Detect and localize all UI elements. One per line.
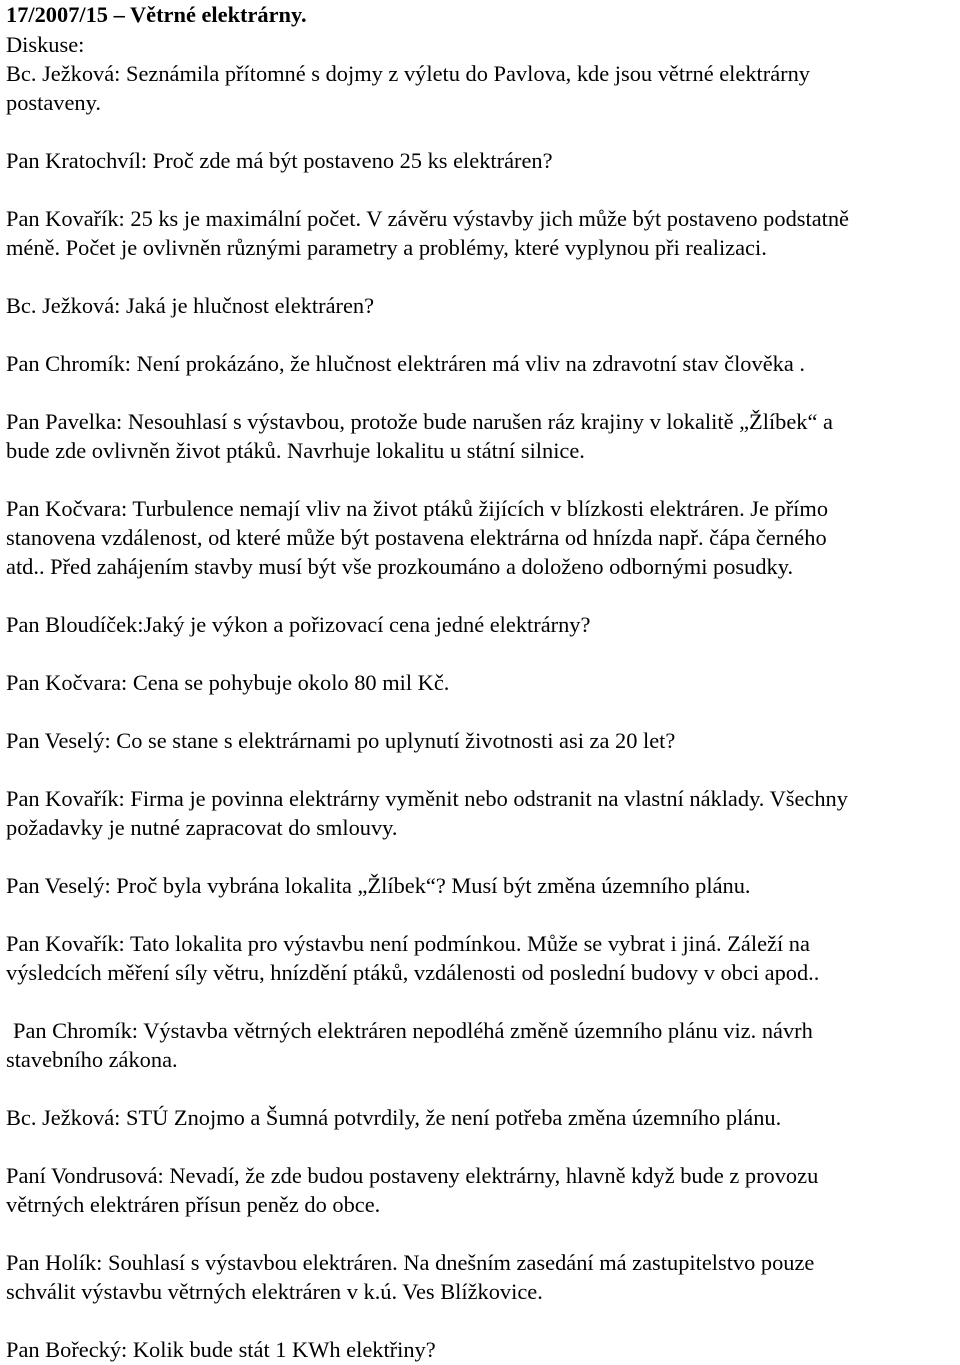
discussion-label: Diskuse:: [6, 32, 85, 57]
paragraph-line: Pan Pavelka: Nesouhlasí s výstavbou, protože bude narušen ráz krajiny v lokalitě „Žlíbek“ a: [6, 409, 833, 434]
paragraph-line: Pan Kovařík: Firma je povinna elektrárny vyměnit nebo odstranit na vlastní náklady. Všechny: [6, 786, 848, 811]
paragraph-line: schválit výstavbu větrných elektráren v k.ú. Ves Blížkovice.: [6, 1279, 543, 1304]
paragraph-line: atd.. Před zahájením stavby musí být vše prozkoumáno a doloženo odbornými posudky.: [6, 554, 794, 579]
paragraph-kovarik-firm: [6, 784, 956, 842]
paragraph-holik: [6, 1248, 956, 1306]
paragraph-kocvara-price: Pan Kočvara: Cena se pohybuje okolo 80 mil Kč.: [6, 670, 450, 695]
paragraph-kovarik-location: [6, 929, 956, 987]
paragraph-line: bude zde ovlivněn život ptáků. Navrhuje lokalitu u státní silnice.: [6, 438, 585, 463]
paragraph-line: Pan Kočvara: Turbulence nemají vliv na život ptáků žijících v blízkosti elektráren. Je přímo: [6, 496, 829, 521]
paragraph-line: postaveny.: [6, 90, 101, 115]
paragraph-line: Pan Chromík: Výstavba větrných elektráren nepodléhá změně územního plánu viz. návrh: [13, 1018, 813, 1043]
paragraph-pavelka: [6, 407, 956, 465]
paragraph-kocvara-turbulence: [6, 494, 956, 581]
paragraph-line: Pan Kovařík: 25 ks je maximální počet. V závěru výstavby jich může být postaveno podstatně: [6, 206, 849, 231]
paragraph-line: větrných elektráren přísun peněz do obce.: [6, 1192, 381, 1217]
paragraph-line: požadavky je nutné zapracovat do smlouvy.: [6, 815, 398, 840]
paragraph-vesely-location: Pan Veselý: Proč byla vybrána lokalita „Žlíbek“? Musí být změna územního plánu.: [6, 873, 751, 898]
paragraph-line: Paní Vondrusová: Nevadí, že zde budou postaveny elektrárny, hlavně když bude z provozu: [6, 1163, 819, 1188]
paragraph-kratochvil-question: Pan Kratochvíl: Proč zde má být postaveno 25 ks elektráren?: [6, 148, 553, 173]
paragraph-bloudicek-question: Pan Bloudíček:Jaký je výkon a pořizovací cena jedné elektrárny?: [6, 612, 591, 637]
paragraph-line: stavebního zákona.: [6, 1047, 178, 1072]
paragraph-vondrusova: [6, 1161, 956, 1219]
paragraph-jezkova-noise-question: Bc. Ježková: Jaká je hlučnost elektráren?: [6, 293, 375, 318]
paragraph-kovarik-answer: [6, 204, 956, 262]
paragraph-line: stanovena vzdálenost, od které může být postavena elektrárna od hnízda např. čápa černého: [6, 525, 827, 550]
paragraph-line: Pan Kovařík: Tato lokalita pro výstavbu není podmínkou. Může se vybrat i jiná. Záleží na: [6, 931, 810, 956]
paragraph-borecky-question: Pan Bořecký: Kolik bude stát 1 KWh elektřiny?: [6, 1337, 436, 1362]
paragraph-line: Pan Holík: Souhlasí s výstavbou elektráren. Na dnešním zasedání má zastupitelstvo pouze: [6, 1250, 815, 1275]
document-title: 17/2007/15 – Větrné elektrárny.: [6, 2, 307, 27]
paragraph-line: méně. Počet je ovlivněn různými parametry a problémy, které vyplynou při realizaci.: [6, 235, 767, 260]
paragraph-jezkova-stu: Bc. Ježková: STÚ Znojmo a Šumná potvrdily, že není potřeba změna územního plánu.: [6, 1105, 782, 1130]
paragraph-line: výsledcích měření síly větru, hnízdění ptáků, vzdálenosti od poslední budovy v obci apod..: [6, 960, 820, 985]
paragraph-chromik-noise-answer: Pan Chromík: Není prokázáno, že hlučnost elektráren má vliv na zdravotní stav člověka .: [6, 351, 805, 376]
paragraph-line: Bc. Ježková: Seznámila přítomné s dojmy z výletu do Pavlova, kde jsou větrné elektrárny: [6, 61, 810, 86]
paragraph-chromik-construction: [6, 1016, 956, 1074]
paragraph-vesely-lifetime: Pan Veselý: Co se stane s elektrárnami po uplynutí životnosti asi za 20 let?: [6, 728, 676, 753]
paragraph-jezkova-intro: [6, 59, 956, 117]
